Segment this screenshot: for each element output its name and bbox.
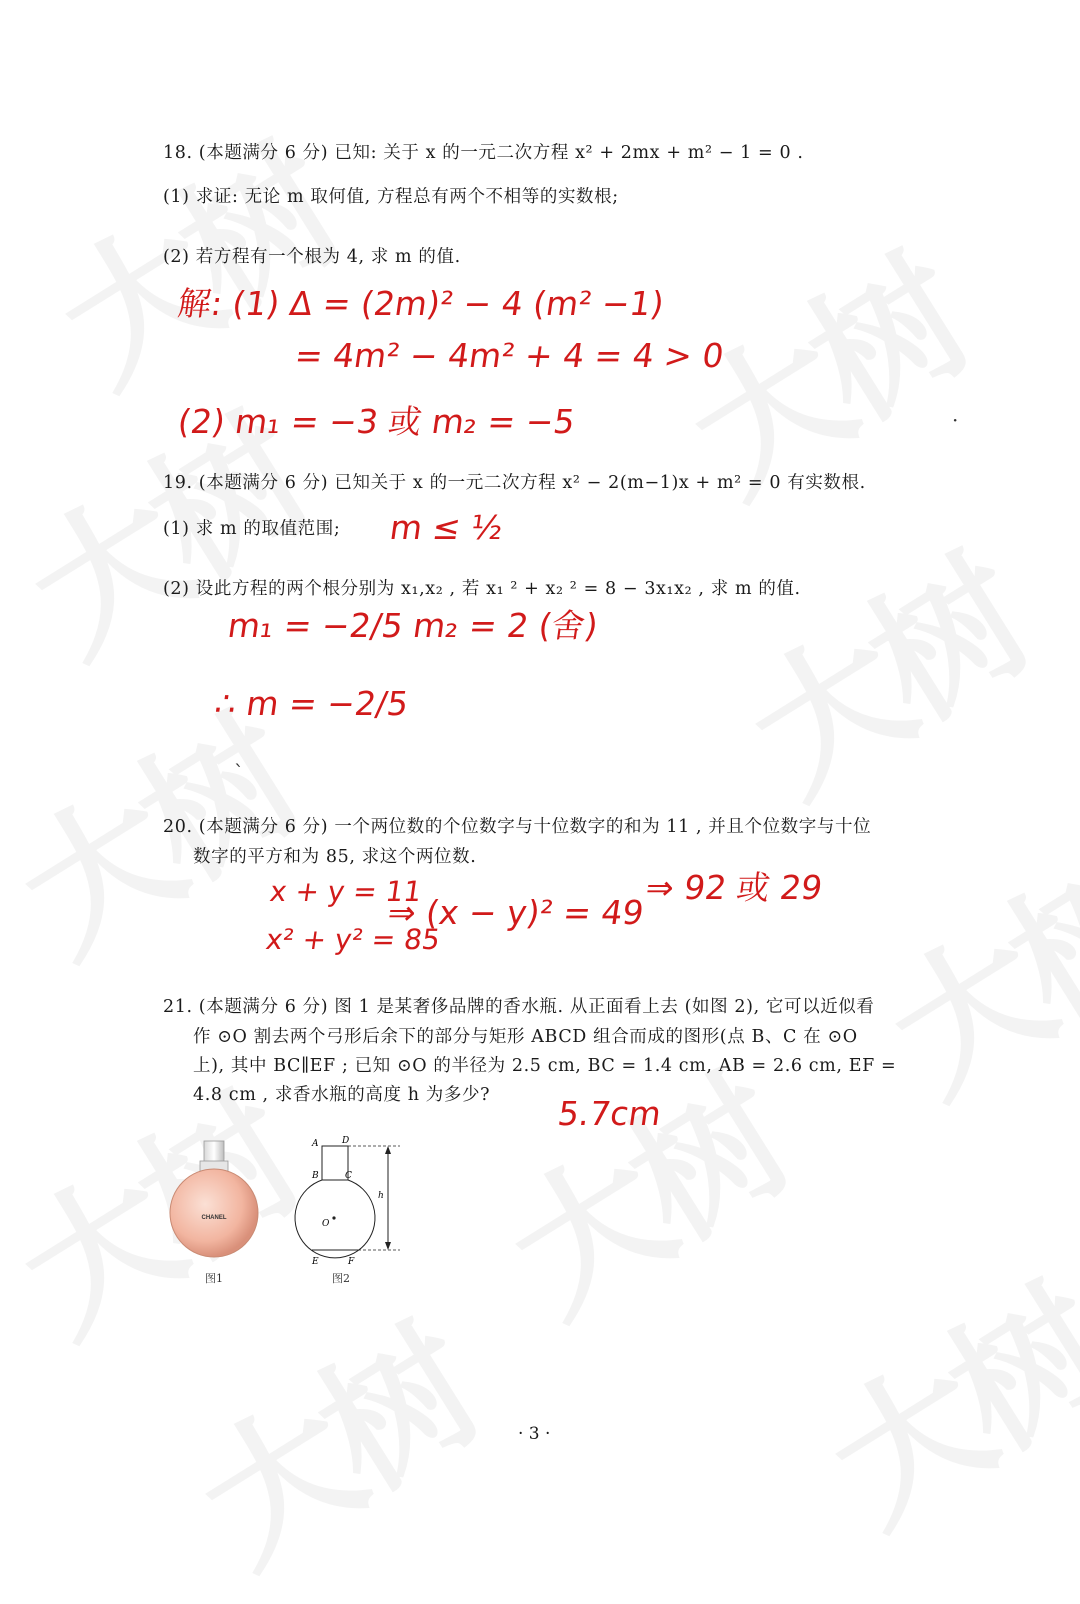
handwritten-q18-line-2: = 4m² − 4m² + 4 = 4 > 0	[292, 336, 727, 375]
figure-2-caption: 图2	[332, 1272, 350, 1285]
figure-1-caption: 图1	[205, 1272, 223, 1285]
point-label-D: D	[342, 1136, 350, 1146]
question-18-stem: 18. (本题满分 6 分) 已知: 关于 x 的一元二次方程 x² + 2mx + m² − 1 = 0 .	[163, 143, 804, 163]
question-20-stem-cont: 数字的平方和为 85, 求这个两位数.	[193, 847, 477, 867]
handwritten-q21-answer: 5.7cm	[555, 1094, 664, 1133]
question-18-part-1: (1) 求证: 无论 m 取何值, 方程总有两个不相等的实数根;	[163, 187, 619, 207]
question-18-part-2: (2) 若方程有一个根为 4, 求 m 的值.	[163, 247, 461, 267]
point-label-E: E	[312, 1257, 319, 1267]
handwritten-q20-eq-1: x + y = 11	[267, 875, 424, 908]
watermark	[704, 502, 1056, 834]
question-21-stem-cont-3: 4.8 cm , 求香水瓶的高度 h 为多少?	[193, 1085, 491, 1105]
watermark	[844, 802, 1080, 1134]
question-21-stem-cont-2: 上), 其中 BC∥EF ; 已知 ⊙O 的半径为 2.5 cm, BC = 1.4 cm, AB = 2.6 cm, EF =	[193, 1056, 897, 1076]
page-number: · 3 ·	[518, 1424, 551, 1444]
figure-1-perfume-bottle	[160, 1135, 270, 1260]
point-label-A: A	[312, 1139, 319, 1149]
question-20-stem: 20. (本题满分 6 分) 一个两位数的个位数字与十位数字的和为 11 , 并且个位数字与十位	[163, 817, 872, 837]
point-label-B: B	[312, 1171, 319, 1181]
question-19-part-1: (1) 求 m 的取值范围;	[163, 519, 341, 539]
question-21-stem: 21. (本题满分 6 分) 图 1 是某奢侈品牌的香水瓶. 从正面看上去 (如图 2), 它可以近似看	[163, 997, 875, 1017]
point-label-O: O	[322, 1219, 330, 1229]
handwritten-q19-line-3: ∴ m = −2/5	[212, 684, 411, 723]
handwritten-q19-line-2: m₁ = −2/5 m₂ = 2 (舍)	[225, 606, 601, 645]
bottle-label: CHANEL	[201, 1215, 227, 1221]
handwritten-q18-line-3: (2) m₁ = −3 或 m₂ = −5	[175, 402, 578, 441]
height-label-h: h	[378, 1191, 384, 1201]
watermark	[784, 1232, 1080, 1564]
question-21-stem-cont-1: 作 ⊙O 割去两个弓形后余下的部分与矩形 ABCD 组合而成的图形(点 B、C 在 ⊙O	[193, 1027, 858, 1047]
question-19-part-2: (2) 设此方程的两个根分别为 x₁,x₂ , 若 x₁ ² + x₂ ² = 8 − 3x₁x₂ , 求 m 的值.	[163, 579, 801, 599]
question-19-stem: 19. (本题满分 6 分) 已知关于 x 的一元二次方程 x² − 2(m−1)x + m² = 0 有实数根.	[163, 473, 866, 493]
handwritten-q20-derivation: ⇒ (x − y)² = 49	[385, 893, 647, 932]
handwritten-q20-eq-2: x² + y² = 85	[263, 923, 443, 956]
point-label-C: C	[345, 1171, 352, 1181]
stray-dot: ·	[952, 408, 959, 432]
handwritten-q18-line-1: 解: (1) Δ = (2m)² − 4 (m² −1)	[175, 284, 667, 323]
watermark	[154, 1272, 506, 1604]
handwritten-q19-part-1: m ≤ ½	[387, 508, 506, 547]
stray-dot: `	[234, 760, 244, 784]
figure-2-diagram	[290, 1130, 420, 1270]
point-label-F: F	[348, 1257, 355, 1267]
handwritten-q20-answer: ⇒ 92 或 29	[643, 868, 825, 907]
